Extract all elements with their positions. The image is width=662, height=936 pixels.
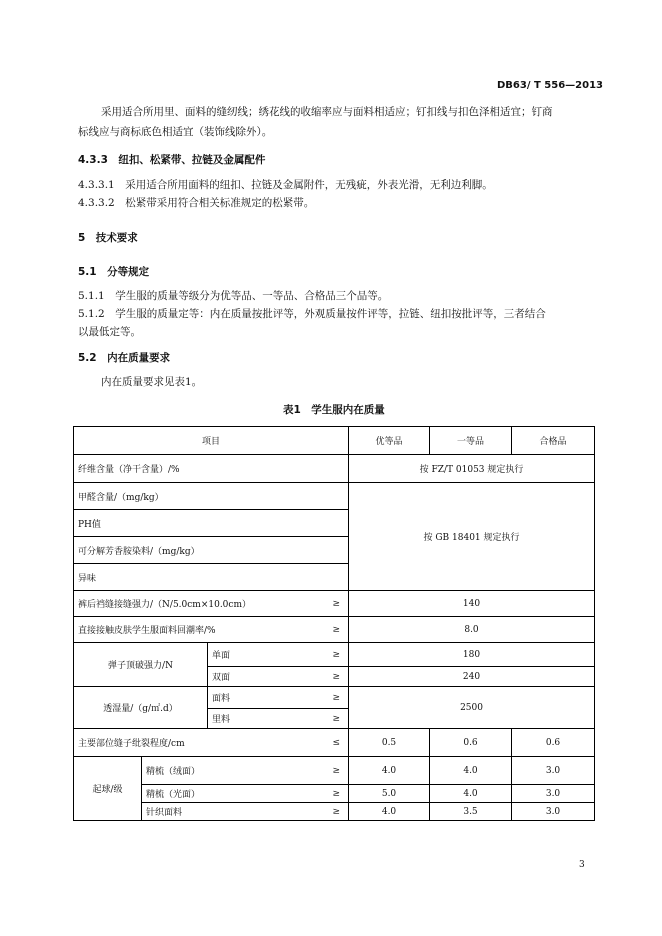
clause-5-1-1: 5.1.1 学生服的质量等级分为优等品、一等品、合格品三个品等。 bbox=[78, 290, 389, 302]
pilling-combed-smooth-text: 精梳（光面） bbox=[146, 790, 201, 800]
le-symbol: ≤ bbox=[332, 737, 341, 748]
row-seam-text: 主要部位缝子纰裂程度/cm bbox=[78, 739, 185, 749]
row-gb-value: 按 GB 18401 规定执行 bbox=[349, 483, 595, 591]
paragraph-see-table: 内在质量要求见表1。 bbox=[101, 376, 203, 388]
row-crotch-value: 140 bbox=[349, 591, 595, 617]
moisture-lining-text: 里料 bbox=[212, 715, 231, 725]
row-pilling-sub1 bbox=[142, 757, 349, 785]
table-header-row bbox=[74, 427, 595, 455]
burst-single-text: 单面 bbox=[212, 651, 231, 661]
row-pilling-r3-v2: 3.5 bbox=[430, 803, 512, 821]
row-moisture-sub1 bbox=[208, 687, 349, 709]
row-moisture-label: 透湿量/（g/㎡.d） bbox=[74, 687, 208, 729]
pilling-combed-fleece-text: 精梳（绒面） bbox=[146, 767, 201, 777]
row-formaldehyde-label: 甲醛含量/（mg/kg） bbox=[74, 483, 349, 510]
row-crotch-text: 裤后裆缝接缝强力/（N/5.0cm×10.0cm） bbox=[78, 600, 251, 610]
row-pilling-r1-v2: 4.0 bbox=[430, 757, 512, 785]
row-burst-label: 弹子顶破强力/N bbox=[74, 643, 208, 687]
ge-symbol: ≥ bbox=[332, 806, 341, 817]
row-burst-sub2 bbox=[208, 667, 349, 687]
row-fiber-label: 纤维含量（净干含量）/% bbox=[74, 455, 349, 483]
ge-symbol: ≥ bbox=[332, 671, 341, 682]
row-ph-label: PH值 bbox=[74, 510, 349, 537]
heading-5: 5 技术要求 bbox=[78, 232, 138, 244]
heading-4-3-3: 4.3.3 纽扣、松紧带、拉链及金属配件 bbox=[78, 154, 266, 166]
table-row bbox=[74, 803, 595, 821]
ge-symbol: ≥ bbox=[332, 692, 341, 703]
row-burst-sub1 bbox=[208, 643, 349, 667]
ge-symbol: ≥ bbox=[332, 624, 341, 635]
header-item: 项目 bbox=[74, 427, 349, 455]
row-pilling-r3-v3: 3.0 bbox=[512, 803, 595, 821]
table-row bbox=[74, 455, 595, 483]
ge-symbol: ≥ bbox=[332, 598, 341, 609]
row-seam-label bbox=[74, 729, 349, 757]
table-row bbox=[74, 785, 595, 803]
row-pilling-r2-v1: 5.0 bbox=[349, 785, 430, 803]
heading-5-1: 5.1 分等规定 bbox=[78, 266, 150, 278]
header-grade-superior: 优等品 bbox=[349, 427, 430, 455]
paragraph-thread-line1: 采用适合所用里、面料的缝纫线；绣花线的收缩率应与面料相适应；钉扣线与扣色泽相适宜；钉商 bbox=[101, 106, 553, 118]
row-pilling-r2-v3: 3.0 bbox=[512, 785, 595, 803]
table-row bbox=[74, 757, 595, 785]
paragraph-thread-line2: 标线应与商标底色相适宜（装饰线除外）。 bbox=[78, 126, 273, 138]
clause-4-3-3-1: 4.3.3.1 采用适合所用面料的纽扣、拉链及金属附件，无残疵，外表光滑，无利边利脚。 bbox=[78, 179, 493, 191]
row-amine-label: 可分解芳香胺染料/（mg/kg） bbox=[74, 537, 349, 564]
pilling-knit-text: 针织面料 bbox=[146, 808, 183, 818]
row-burst-val1: 180 bbox=[349, 643, 595, 667]
table-row bbox=[74, 617, 595, 643]
row-moisture-value: 2500 bbox=[349, 687, 595, 729]
ge-symbol: ≥ bbox=[332, 765, 341, 776]
clause-5-1-2-line1: 5.1.2 学生服的质量定等：内在质量按批评等，外观质量按件评等，拉链、纽扣按批评等，三者结合 bbox=[78, 308, 546, 320]
moisture-outer-text: 面料 bbox=[212, 694, 231, 704]
burst-double-text: 双面 bbox=[212, 673, 231, 683]
row-rebound-label bbox=[74, 617, 349, 643]
table-row bbox=[74, 687, 595, 709]
row-crotch-label bbox=[74, 591, 349, 617]
table-caption: 表1 学生服内在质量 bbox=[283, 404, 385, 416]
table-row bbox=[74, 729, 595, 757]
ge-symbol: ≥ bbox=[332, 649, 341, 660]
row-pilling-r1-v1: 4.0 bbox=[349, 757, 430, 785]
row-pilling-r1-v3: 3.0 bbox=[512, 757, 595, 785]
row-pilling-r2-v2: 4.0 bbox=[430, 785, 512, 803]
row-pilling-sub2 bbox=[142, 785, 349, 803]
row-rebound-text: 直接接触皮肤学生服面料回潮率/% bbox=[78, 626, 216, 636]
row-seam-v2: 0.6 bbox=[430, 729, 512, 757]
table-row bbox=[74, 591, 595, 617]
row-rebound-value: 8.0 bbox=[349, 617, 595, 643]
row-odor-label: 异味 bbox=[74, 564, 349, 591]
row-fiber-value: 按 FZ/T 01053 规定执行 bbox=[349, 455, 595, 483]
clause-5-1-2-line2: 以最低定等。 bbox=[78, 326, 141, 338]
row-pilling-label: 起球/级 bbox=[74, 757, 142, 821]
header-grade-first: 一等品 bbox=[430, 427, 512, 455]
page-number: 3 bbox=[579, 860, 585, 870]
row-burst-val2: 240 bbox=[349, 667, 595, 687]
quality-table bbox=[73, 426, 595, 821]
heading-5-2: 5.2 内在质量要求 bbox=[78, 352, 171, 364]
row-pilling-r3-v1: 4.0 bbox=[349, 803, 430, 821]
table-row bbox=[74, 643, 595, 667]
ge-symbol: ≥ bbox=[332, 788, 341, 799]
row-pilling-sub3 bbox=[142, 803, 349, 821]
clause-4-3-3-2: 4.3.3.2 松紧带采用符合相关标准规定的松紧带。 bbox=[78, 197, 315, 209]
standard-number: DB63/ T 556—2013 bbox=[497, 80, 603, 91]
header-grade-qualified: 合格品 bbox=[512, 427, 595, 455]
table-row bbox=[74, 483, 595, 510]
row-moisture-sub2 bbox=[208, 709, 349, 729]
ge-symbol: ≥ bbox=[332, 713, 341, 724]
row-seam-v3: 0.6 bbox=[512, 729, 595, 757]
row-seam-v1: 0.5 bbox=[349, 729, 430, 757]
